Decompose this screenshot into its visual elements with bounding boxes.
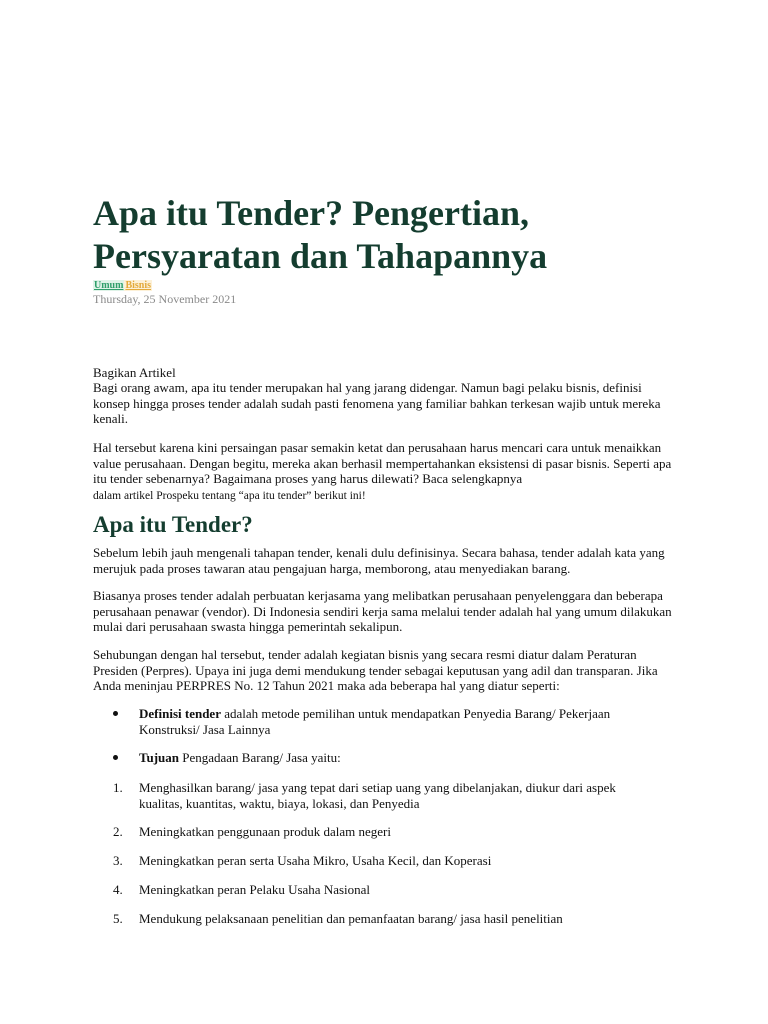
paragraph-3: Sehubungan dengan hal tersebut, tender adalah kegiatan bisnis yang secara resmi diatur dalam Peraturan Presiden (Perpres). Upaya ini juga demi mendukung tender sebagai keputusan yang adil dan transparan. Jika Anda meninjau PERPRES No. 12 Tahun 2021 maka ada beberapa hal yang diatur seperti: — [93, 647, 658, 693]
paragraph-1: Sebelum lebih jauh mengenali tahapan tender, kenali dulu definisinya. Secara bahasa, tender adalah kata yang merujuk pada proses tawaran atau pengajuan harga, memborong, atau menyediakan barang. — [93, 545, 665, 576]
bullet-icon — [113, 706, 133, 722]
article-title: Apa itu Tender? Pengertian, Persyaratan dan Tahapannya — [93, 193, 548, 276]
numbered-text: Meningkatkan peran serta Usaha Mikro, Usaha Kecil, dan Koperasi — [139, 853, 492, 868]
bullet-bold: Definisi tender — [139, 706, 221, 721]
numbered-text: Menghasilkan barang/ jasa yang tepat dari setiap uang yang dibelanjakan, diukur dari aspek kualitas, kuantitas, waktu, biaya, lokasi, dan Penyedia — [139, 780, 616, 811]
list-number: 4. — [113, 882, 123, 897]
list-number: 2. — [113, 824, 123, 839]
publish-date: Thursday, 25 November 2021 — [93, 292, 237, 306]
bullet-bold: Tujuan — [139, 750, 179, 765]
list-number: 5. — [113, 911, 123, 926]
bullet-content — [139, 706, 659, 737]
bullet-text: Pengadaan Barang/ Jasa yaitu: — [179, 750, 341, 765]
list-number: 3. — [113, 853, 123, 868]
bullet-text: adalah metode pemilihan untuk mendapatkan Penyedia Barang/ Pekerjaan Konstruksi/ Jasa Lainnya — [139, 706, 611, 737]
bullet-icon — [113, 750, 133, 766]
intro-paragraph-1: Bagi orang awam, apa itu tender merupakan hal yang jarang didengar. Namun bagi pelaku bisnis, definisi konsep hingga proses tender adalah sudah pasti fenomena yang familiar bahkan terkesan wajib untuk mereka kenali. — [93, 380, 661, 426]
intro-paragraph-2-text: Hal tersebut karena kini persaingan pasar semakin ketat dan perusahaan harus mencari cara untuk menaikkan value perusahaan. Dengan begitu, mereka akan berhasil mempertahankan eksistensi di pasar bisnis. Seperti apa itu tender sebenarnya? Bagaimana proses yang harus dilewati? Baca selengkapnya — [93, 440, 672, 486]
tag-bisnis[interactable]: Bisnis — [125, 280, 152, 291]
bullet-content — [139, 750, 659, 766]
paragraph-2: Biasanya proses tender adalah perbuatan kerjasama yang melibatkan perusahaan penyelenggara dan beberapa perusahaan penawar (vendor). Di Indonesia sendiri kerja sama melalui tender adalah hal yang umum dilakukan mulai dari perusahaan swasta hingga pemerintah sekalipun. — [93, 588, 672, 634]
numbered-text: Mendukung pelaksanaan penelitian dan pemanfaatan barang/ jasa hasil penelitian — [139, 911, 563, 926]
intro-paragraph-2-tail: dalam artikel Prospeku tentang “apa itu tender” berikut ini! — [93, 489, 366, 502]
tag-umum[interactable]: Umum — [94, 280, 124, 291]
list-number: 1. — [113, 780, 123, 795]
section-heading: Apa itu Tender? — [93, 512, 253, 537]
tag-list — [93, 280, 152, 292]
share-label: Bagikan Artikel — [93, 365, 176, 380]
numbered-text: Meningkatkan penggunaan produk dalam negeri — [139, 824, 391, 839]
numbered-text: Meningkatkan peran Pelaku Usaha Nasional — [139, 882, 371, 897]
intro-paragraph-2 — [93, 440, 678, 504]
